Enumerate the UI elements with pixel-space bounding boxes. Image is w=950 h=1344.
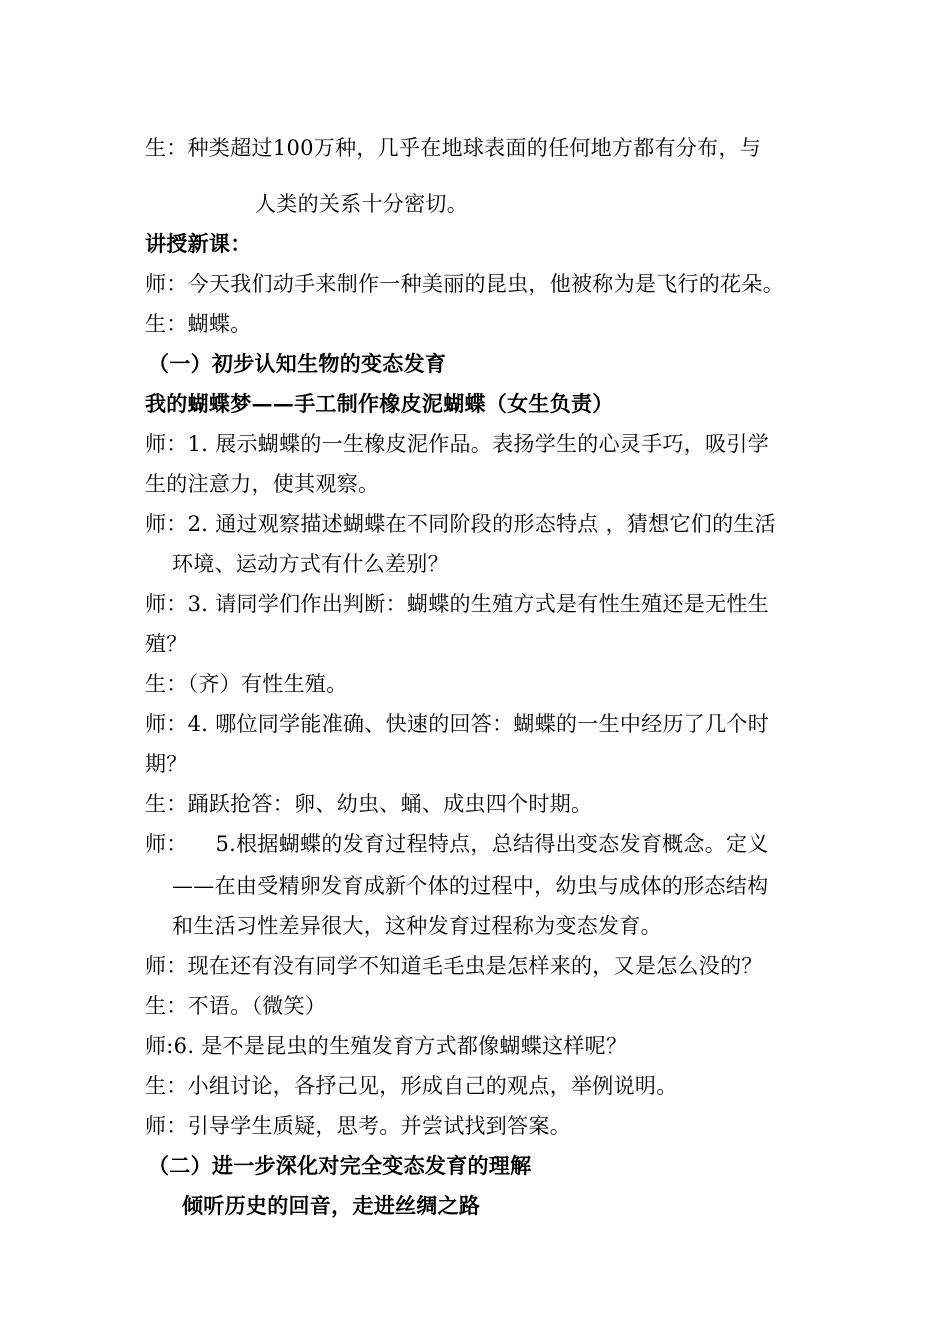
paragraph-line: 生：踊跃抢答：卵、幼虫、蛹、成虫四个时期。 <box>145 792 593 816</box>
section-heading: （一）初步认知生物的变态发育 <box>148 351 447 376</box>
paragraph-line: 师： 5.根据蝴蝶的发育过程特点，总结得出变态发育概念。定义 <box>145 832 769 856</box>
paragraph-line: 环境、运动方式有什么差别？ <box>172 552 449 576</box>
paragraph-line: 师：4. 哪位同学能准确、快速的回答：蝴蝶的一生中经历了几个时 <box>145 712 770 736</box>
paragraph-line: 人类的关系十分密切。 <box>255 192 468 216</box>
paragraph-line: 生：小组讨论，各抒己见，形成自己的观点，举例说明。 <box>145 1074 678 1098</box>
paragraph-line: 师：2. 通过观察描述蝴蝶在不同阶段的形态特点 ，猜想它们的生活 <box>145 512 776 536</box>
activity-heading: 倾听历史的回音，走进丝绸之路 <box>182 1193 481 1218</box>
section-heading: （二）进一步深化对完全变态发育的理解 <box>148 1153 532 1178</box>
paragraph-line: 和生活习性差异很大，这种发育过程称为变态发育。 <box>172 914 662 938</box>
paragraph-line: 师：现在还有没有同学不知道毛毛虫是怎样来的，又是怎么没的？ <box>145 954 763 978</box>
paragraph-line: 期？ <box>145 752 188 776</box>
section-heading: 讲授新课： <box>145 231 252 256</box>
paragraph-line: 生：种类超过100万种，几乎在地球表面的任何地方都有分布，与 <box>145 136 762 160</box>
paragraph-line: 师：1. 展示蝴蝶的一生橡皮泥作品。表扬学生的心灵手巧，吸引学 <box>145 432 770 456</box>
paragraph-line: 生的注意力，使其观察。 <box>145 472 380 496</box>
paragraph-line: 生：蝴蝶。 <box>145 312 252 336</box>
paragraph-line: 师：引导学生质疑，思考。并尝试找到答案。 <box>145 1114 571 1138</box>
paragraph-line: 殖？ <box>145 632 188 656</box>
activity-heading: 我的蝴蝶梦——手工制作橡皮泥蝴蝶（女生负责） <box>145 391 614 416</box>
paragraph-line: 生：（齐）有性生殖。 <box>145 672 348 696</box>
paragraph-line: ——在由受精卵发育成新个体的过程中，幼虫与成体的形态结构 <box>172 874 769 898</box>
paragraph-line: 师：今天我们动手来制作一种美丽的昆虫，他被称为是飞行的花朵。 <box>145 272 784 296</box>
paragraph-line: 生：不语。（微笑） <box>145 994 327 1018</box>
paragraph-line: 师：3. 请同学们作出判断：蝴蝶的生殖方式是有性生殖还是无性生 <box>145 592 770 616</box>
paragraph-line: 师:6. 是不是昆虫的生殖发育方式都像蝴蝶这样呢？ <box>145 1034 628 1058</box>
